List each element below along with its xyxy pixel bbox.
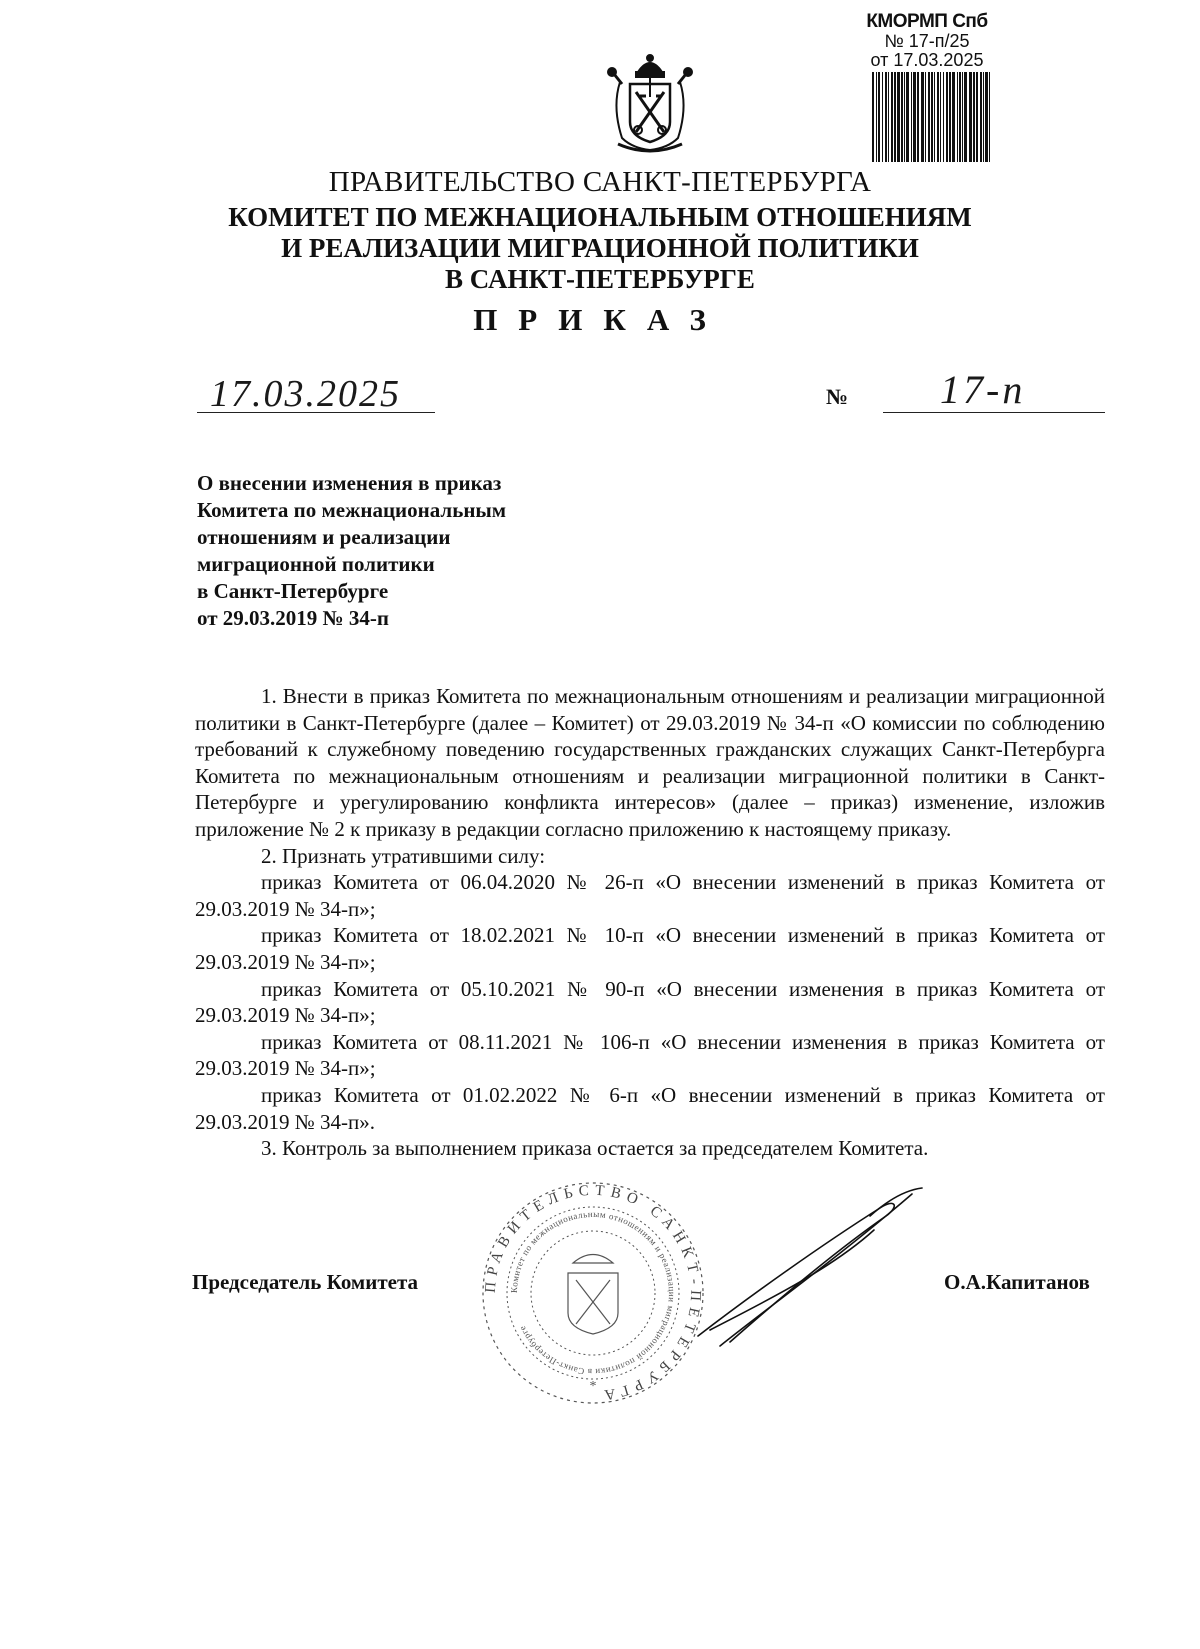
handwritten-signature bbox=[690, 1186, 930, 1356]
committee-title-line: И РЕАЛИЗАЦИИ МИГРАЦИОННОЙ ПОЛИТИКИ bbox=[281, 233, 919, 263]
barcode-bar bbox=[976, 72, 978, 162]
repealed-item: приказ Комитета от 08.11.2021 № 106-п «О внесении изменения в приказ Комитета от 29.03.2019 № 34-п»; bbox=[195, 1029, 1105, 1081]
barcode-bar bbox=[891, 72, 893, 162]
repealed-item: приказ Комитета от 18.02.2021 № 10-п «О внесении изменений в приказ Комитета от 29.03.2019 № 34-п»; bbox=[195, 923, 1105, 974]
barcode-bar bbox=[906, 72, 909, 162]
barcode-bar bbox=[882, 72, 883, 162]
paragraph-2: 2. Признать утратившими силу: bbox=[261, 843, 546, 868]
barcode-bar bbox=[962, 72, 963, 162]
barcode-bar bbox=[885, 72, 887, 162]
barcode-bar bbox=[973, 72, 975, 162]
order-date: 17.03.2025 bbox=[210, 373, 401, 415]
barcode-bar bbox=[943, 72, 944, 162]
paragraph-1: 1. Внести в приказ Комитета по межнациональным отношениям и реализации миграционной политики в Санкт-Петербурге (далее – Комитет) от 29.03.2019 № 34-п «О комиссии по соблюдению требований к служебному поведению государственных гражданских служащих Санкт-Петербурга Комитета по межнациональным отношениям и реализации миграционной политики в Санкт-Петербурге и урегулированию конфликта интересов» (далее – приказ) изменение, изложив приложение № 2 к приказу в редакции согласно приложению к настоящему приказу. bbox=[195, 684, 1105, 841]
order-subject bbox=[197, 470, 617, 632]
svg-text:Комитет по межнациональным отн bbox=[509, 1209, 677, 1377]
date-underline bbox=[197, 412, 435, 413]
barcode-bar bbox=[959, 72, 961, 162]
barcode-bar bbox=[876, 72, 877, 162]
barcode-bar bbox=[983, 72, 984, 162]
coat-of-arms-emblem bbox=[600, 52, 700, 156]
registration-date: от 17.03.2025 bbox=[870, 49, 984, 70]
seal-inner-text: Комитет по межнациональным отношениям и реализации миграционной политики в Санкт-Петербурге bbox=[508, 1208, 678, 1378]
subject-line: Комитета по межнациональным bbox=[197, 498, 507, 522]
number-underline bbox=[883, 412, 1105, 413]
barcode-bar bbox=[928, 72, 930, 162]
barcode-bar bbox=[952, 72, 955, 162]
order-body bbox=[195, 683, 1105, 1162]
barcode-bar bbox=[985, 72, 988, 162]
subject-line: от 29.03.2019 № 34-п bbox=[197, 606, 389, 630]
barcode-bar bbox=[872, 72, 874, 162]
repealed-item: приказ Комитета от 05.10.2021 № 90-п «О внесении изменения в приказ Комитета от 29.03.2019 № 34-п»; bbox=[195, 976, 1105, 1028]
barcode-bar bbox=[897, 72, 900, 162]
signatory-title: Председатель Комитета bbox=[192, 1270, 419, 1294]
order-number: 17-п bbox=[940, 367, 1026, 412]
subject-line: отношениям и реализации bbox=[197, 525, 451, 549]
committee-title bbox=[0, 202, 1200, 295]
barcode-bar bbox=[931, 72, 933, 162]
barcode-bar bbox=[957, 72, 958, 162]
subject-line: в Санкт-Петербурге bbox=[197, 579, 389, 603]
government-title: ПРАВИТЕЛЬСТВО САНКТ-ПЕТЕРБУРГА bbox=[328, 166, 872, 198]
barcode-bar bbox=[946, 72, 948, 162]
document-type-title: ПРИКАЗ bbox=[473, 302, 727, 337]
barcode-bar bbox=[964, 72, 967, 162]
svg-text:*: * bbox=[589, 1379, 597, 1394]
repealed-item: приказ Комитета от 01.02.2022 № 6-п «О внесении изменений в приказ Комитета от 29.03.2019 № 34-п». bbox=[195, 1082, 1105, 1134]
barcode-bar bbox=[878, 72, 880, 162]
barcode-bar bbox=[888, 72, 889, 162]
committee-title-line: В САНКТ-ПЕТЕРБУРГЕ bbox=[445, 264, 755, 294]
barcode-bar bbox=[925, 72, 926, 162]
barcode-bar bbox=[949, 72, 951, 162]
barcode-bar bbox=[989, 72, 990, 162]
barcode-bar bbox=[904, 72, 905, 162]
barcode-bar bbox=[901, 72, 903, 162]
barcode-bar bbox=[917, 72, 919, 162]
official-seal bbox=[478, 1178, 708, 1408]
number-label: № bbox=[826, 384, 849, 409]
registration-stamp bbox=[862, 12, 992, 70]
barcode-bar bbox=[980, 72, 982, 162]
barcode-bar bbox=[969, 72, 972, 162]
barcode-bar bbox=[934, 72, 935, 162]
repealed-item: приказ Комитета от 06.04.2020 № 26-п «О внесении изменений в приказ Комитета от 29.03.2019 № 34-п»; bbox=[195, 870, 1105, 921]
registration-number: № 17-п/25 bbox=[884, 30, 970, 51]
barcode-bar bbox=[940, 72, 941, 162]
barcode bbox=[872, 72, 992, 162]
subject-line: О внесении изменения в приказ bbox=[197, 471, 502, 495]
barcode-bar bbox=[913, 72, 916, 162]
barcode-bar bbox=[921, 72, 924, 162]
seal-outer-text: ПРАВИТЕЛЬСТВО САНКТ-ПЕТЕРБУРГА bbox=[482, 1182, 704, 1404]
subject-line: миграционной политики bbox=[197, 552, 435, 576]
barcode-bar bbox=[894, 72, 896, 162]
paragraph-3: 3. Контроль за выполнением приказа остается за председателем Комитета. bbox=[261, 1136, 929, 1161]
barcode-bar bbox=[937, 72, 939, 162]
barcode-bar bbox=[911, 72, 912, 162]
registration-org: КМОРМП Спб bbox=[866, 11, 988, 32]
signatory-name: О.А.Капитанов bbox=[944, 1270, 1090, 1294]
committee-title-line: КОМИТЕТ ПО МЕЖНАЦИОНАЛЬНЫМ ОТНОШЕНИЯМ bbox=[228, 202, 972, 232]
